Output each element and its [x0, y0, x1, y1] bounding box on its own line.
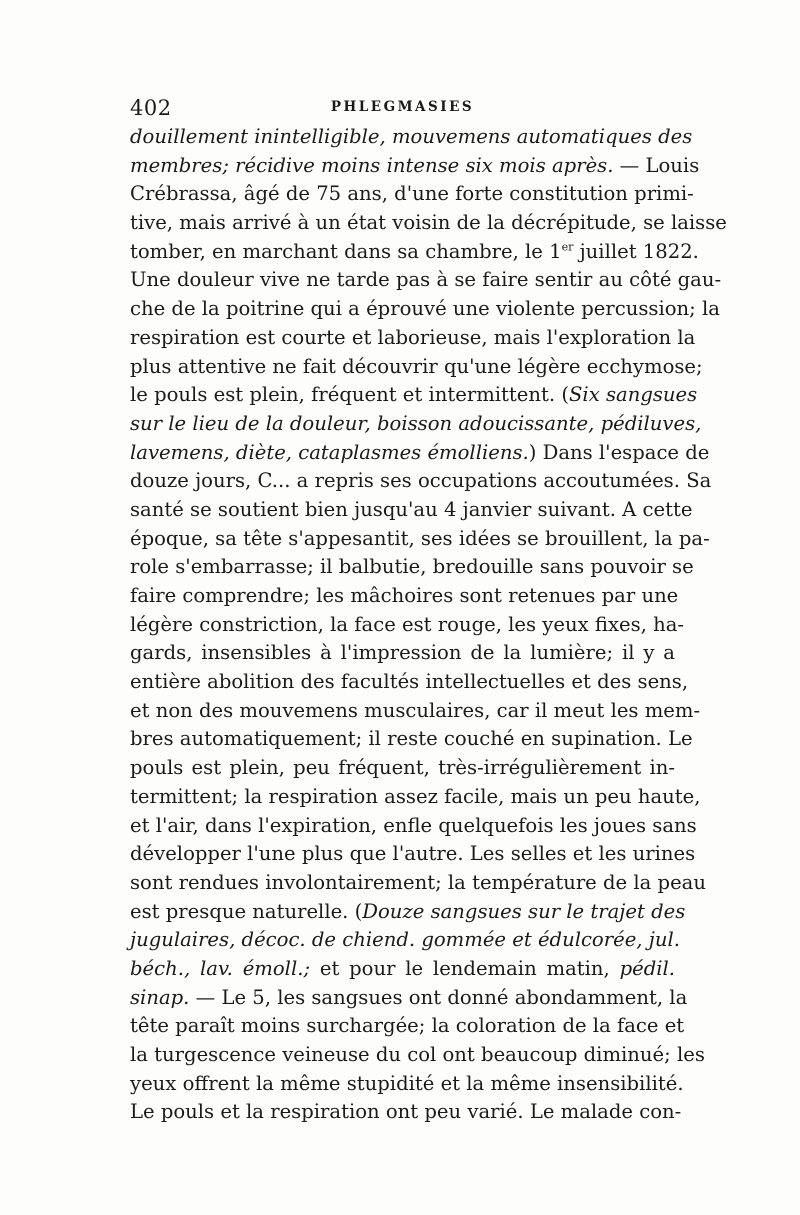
text-segment: la turgescence veineuse du col ont beaucoup diminué; les	[130, 1043, 705, 1066]
text-line	[130, 324, 696, 353]
text-segment: le pouls est plein, fréquent et intermittent. (	[130, 383, 569, 407]
text-line	[130, 209, 727, 238]
text-segment: développer l'une plus que l'autre. Les selles et les urines	[130, 842, 696, 866]
text-segment: et l'air, dans l'expiration, enfle quelquefois les joues sans	[130, 813, 697, 837]
body-text	[130, 123, 727, 1127]
text-line	[130, 754, 675, 783]
text-line	[130, 381, 698, 410]
text-line	[130, 496, 693, 525]
italic-segment: membres; récidive moins intense six mois après.	[130, 153, 614, 177]
text-segment: che de la poitrine qui a éprouvé une violente percussion; la	[130, 297, 720, 321]
text-line	[130, 410, 702, 439]
text-segment: termittent; la respiration assez facile, mais un peu haute,	[130, 784, 701, 808]
text-segment: légère constriction, la face est rouge, les yeux fixes, ha-	[130, 612, 685, 636]
italic-segment: douillement inintelligible, mouvemens automatiques des	[130, 125, 693, 148]
text-segment: entière abolition des facultés intellectuelles et des sens,	[130, 670, 689, 694]
italic-segment: Douze sangsues sur le trajet des	[362, 899, 686, 923]
text-segment: tive, mais arrivé à un état voisin de la décrépitude, se laisse	[130, 211, 727, 235]
text-line	[130, 266, 722, 295]
text-line	[130, 725, 693, 754]
text-line	[130, 840, 696, 869]
text-line	[130, 668, 689, 697]
text-segment: respiration est courte et laborieuse, mais l'exploration la	[130, 325, 696, 349]
text-line	[130, 639, 675, 668]
italic-segment: sinap.	[130, 985, 190, 1009]
italic-segment: pédil.	[619, 956, 676, 980]
page-header	[130, 96, 675, 126]
text-line	[130, 1070, 684, 1099]
text-line	[130, 123, 693, 152]
text-segment: Le pouls et la respiration ont peu varié. Le malade con-	[130, 1100, 682, 1124]
text-line	[130, 295, 720, 324]
text-line	[130, 553, 694, 582]
text-segment: faire comprendre; les mâchoires sont retenues par une	[130, 584, 679, 607]
text-line	[130, 353, 703, 382]
running-head: PHLEGMASIES	[330, 99, 475, 115]
text-line	[130, 783, 701, 812]
italic-segment: Six sangsues	[569, 383, 698, 407]
text-segment: role s'embarrasse; il balbutie, bredouille sans pouvoir se	[130, 555, 694, 579]
text-line	[130, 869, 706, 898]
text-line	[130, 611, 685, 640]
text-line	[130, 439, 710, 468]
italic-segment: jugulaires, décoc. de chiend. gommée et édulcorée, jul.	[130, 928, 680, 952]
text-line	[130, 525, 710, 554]
text-line	[130, 152, 700, 181]
text-segment: époque, sa tête s'appesantit, ses idées se brouillent, la pa-	[130, 526, 710, 550]
text-line	[130, 1098, 682, 1127]
text-segment: — Louis	[613, 153, 700, 177]
text-segment: Une douleur vive ne tarde pas à se faire sentir au côté gau-	[130, 268, 722, 292]
text-segment: gards, insensibles à l'impression de la lumière; il y a	[130, 641, 675, 665]
text-segment: et pour le lendemain matin,	[310, 956, 620, 980]
text-segment: et non des mouvemens musculaires, car il meut les mem-	[130, 698, 701, 722]
text-segment: est presque naturelle. (	[130, 899, 363, 923]
text-segment: Crébrassa, âgé de 75 ans, d'une forte constitution primi-	[130, 182, 694, 206]
text-line	[130, 180, 694, 209]
text-segment: pouls est plein, peu fréquent, très-irrégulièrement in-	[130, 756, 675, 780]
italic-segment: béch., lav. émoll.;	[130, 956, 311, 980]
text-segment: yeux offrent la même stupidité et la même insensibilité.	[130, 1071, 684, 1095]
superscript: er	[561, 240, 574, 254]
text-line	[130, 697, 701, 726]
text-line	[130, 582, 679, 611]
text-segment: plus attentive ne fait découvrir qu'une légère ecchymose;	[130, 354, 703, 378]
text-segment: tête paraît moins surchargée; la coloration de la face et	[130, 1014, 685, 1038]
text-line	[130, 467, 712, 496]
text-segment: ) Dans l'espace de	[528, 440, 710, 464]
text-line	[130, 812, 697, 841]
text-line	[130, 955, 675, 984]
text-line	[130, 1041, 705, 1070]
text-segment: juillet 1822.	[573, 239, 699, 263]
text-line	[130, 984, 688, 1013]
text-segment: bres automatiquement; il reste couché en supination. Le	[130, 727, 693, 751]
text-line	[130, 238, 699, 267]
text-segment: — Le 5, les sangsues ont donné abondamment, la	[189, 985, 688, 1009]
page-number: 402	[130, 96, 172, 120]
text-line	[130, 1012, 685, 1041]
text-segment: sont rendues involontairement; la température de la peau	[130, 870, 706, 894]
text-line	[130, 898, 686, 927]
text-segment: santé se soutient bien jusqu'au 4 janvier suivant. A cette	[130, 497, 693, 521]
text-line	[130, 926, 680, 955]
text-segment: tomber, en marchant dans sa chambre, le 1	[130, 239, 562, 263]
italic-segment: lavemens, diète, cataplasmes émolliens.	[130, 440, 529, 464]
text-segment: douze jours, C... a repris ses occupations accoutumées. Sa	[130, 469, 712, 493]
italic-segment: sur le lieu de la douleur, boisson adoucissante, pédiluves,	[130, 411, 702, 435]
